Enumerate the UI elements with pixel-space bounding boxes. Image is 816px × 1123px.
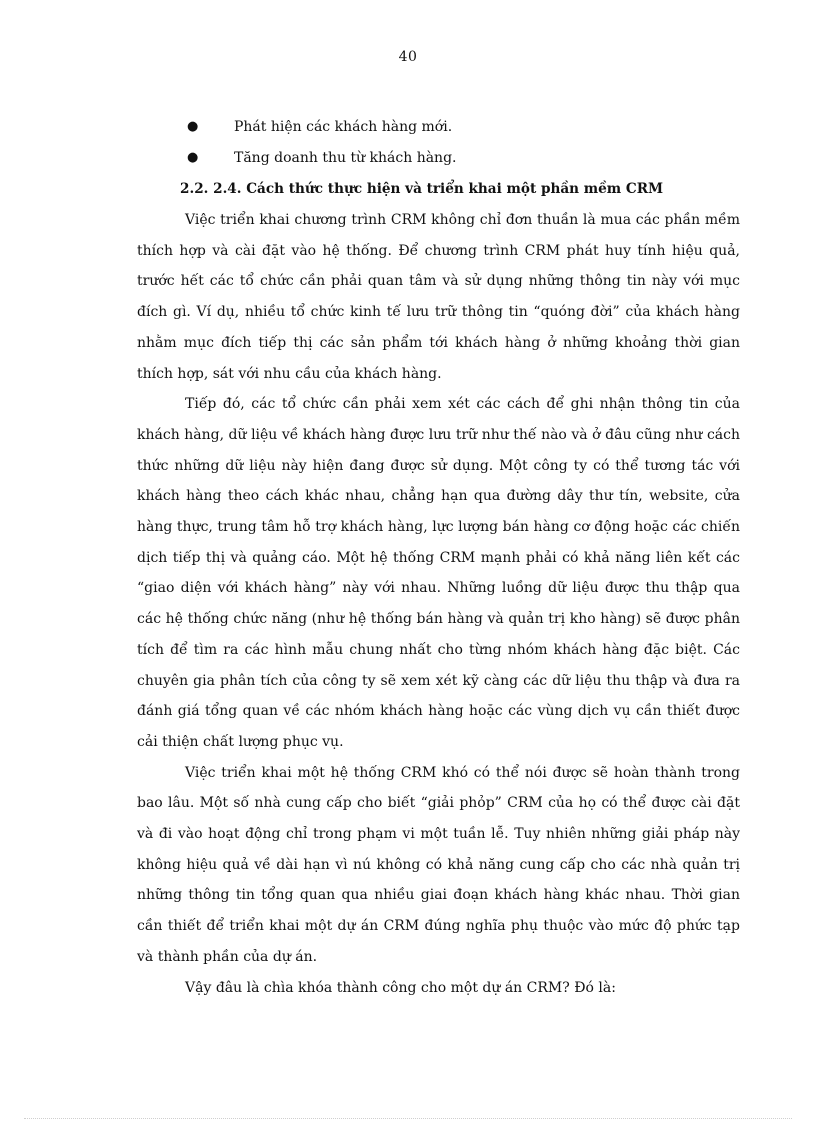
bullet-dot-icon: ● (187, 150, 199, 165)
page-number: 40 (398, 49, 418, 65)
bullet-text: Phát hiện các khách hàng mới. (234, 119, 453, 135)
bullet-text: Tăng doanh thu từ khách hàng. (234, 150, 457, 166)
page-bottom-divider (24, 1118, 792, 1119)
bullet-item (137, 143, 740, 174)
bullet-item (137, 112, 740, 143)
document-body (137, 112, 740, 1003)
paragraph: Việc triển khai chương trình CRM không chỉ đơn thuần là mua các phần mềm thích hợp và cài đặt vào hệ thống. Để chương trình CRM phát huy tính hiệu quả, trước hết các tổ chức cần phải quan tâm và sử dụng những thông tin này với mục đích gì. Ví dụ, nhiều tổ chức kinh tế lưu trữ thông tin “quóng đời” của khách hàng nhằm mục đích tiếp thị các sản phẩm tới khách hàng ở những khoảng thời gian thích hợp, sát với nhu cầu của khách hàng. (137, 212, 740, 382)
paragraph: Vậy đâu là chìa khóa thành công cho một dự án CRM? Đó là: (185, 979, 616, 996)
paragraph: Việc triển khai một hệ thống CRM khó có thể nói được sẽ hoàn thành trong bao lâu. Một số nhà cung cấp cho biết “giải phỏp” CRM của họ có thể được cài đặt và đi vào hoạt động chỉ trong phạm vi một tuần lễ. Tuy nhiên những giải pháp này không hiệu quả về dài hạn vì nú không có khả năng cung cấp cho các nhà quản trị những thông tin tổng quan qua nhiều giai đoạn khách hàng khác nhau. Thời gian cần thiết để triển khai một dự án CRM đúng nghĩa phụ thuộc vào mức độ phức tạp và thành phần của dự án. (137, 764, 740, 965)
paragraph: Tiếp đó, các tổ chức cần phải xem xét các cách để ghi nhận thông tin của khách hàng, dữ liệu về khách hàng được lưu trữ như thế nào và ở đâu cũng như cách thức những dữ liệu này hiện đang được sử dụng. Một công ty có thể tương tác với khách hàng theo cách khác nhau, chẳng hạn qua đường dây thư tín, website, cửa hàng thực, trung tâm hỗ trợ khách hàng, lực lượng bán hàng cơ động hoặc các chiến dịch tiếp thị và quảng cáo. Một hệ thống CRM mạnh phải có khả năng liên kết các “giao diện với khách hàng” này với nhau. Những luồng dữ liệu được thu thập qua các hệ thống chức năng (như hệ thống bán hàng và quản trị kho hàng) sẽ được phân tích để tìm ra các hình mẫu chung nhất cho từng nhóm khách hàng đặc biệt. Các chuyên gia phân tích của công ty sẽ xem xét kỹ càng các dữ liệu thu thập và đưa ra đánh giá tổng quan về các nhóm khách hàng hoặc các vùng dịch vụ cần thiết được cải thiện chất lượng phục vụ. (137, 396, 740, 750)
section-heading: 2.2. 2.4. Cách thức thực hiện và triển khai một phần mềm CRM (180, 181, 664, 197)
bullet-dot-icon: ● (187, 119, 199, 134)
